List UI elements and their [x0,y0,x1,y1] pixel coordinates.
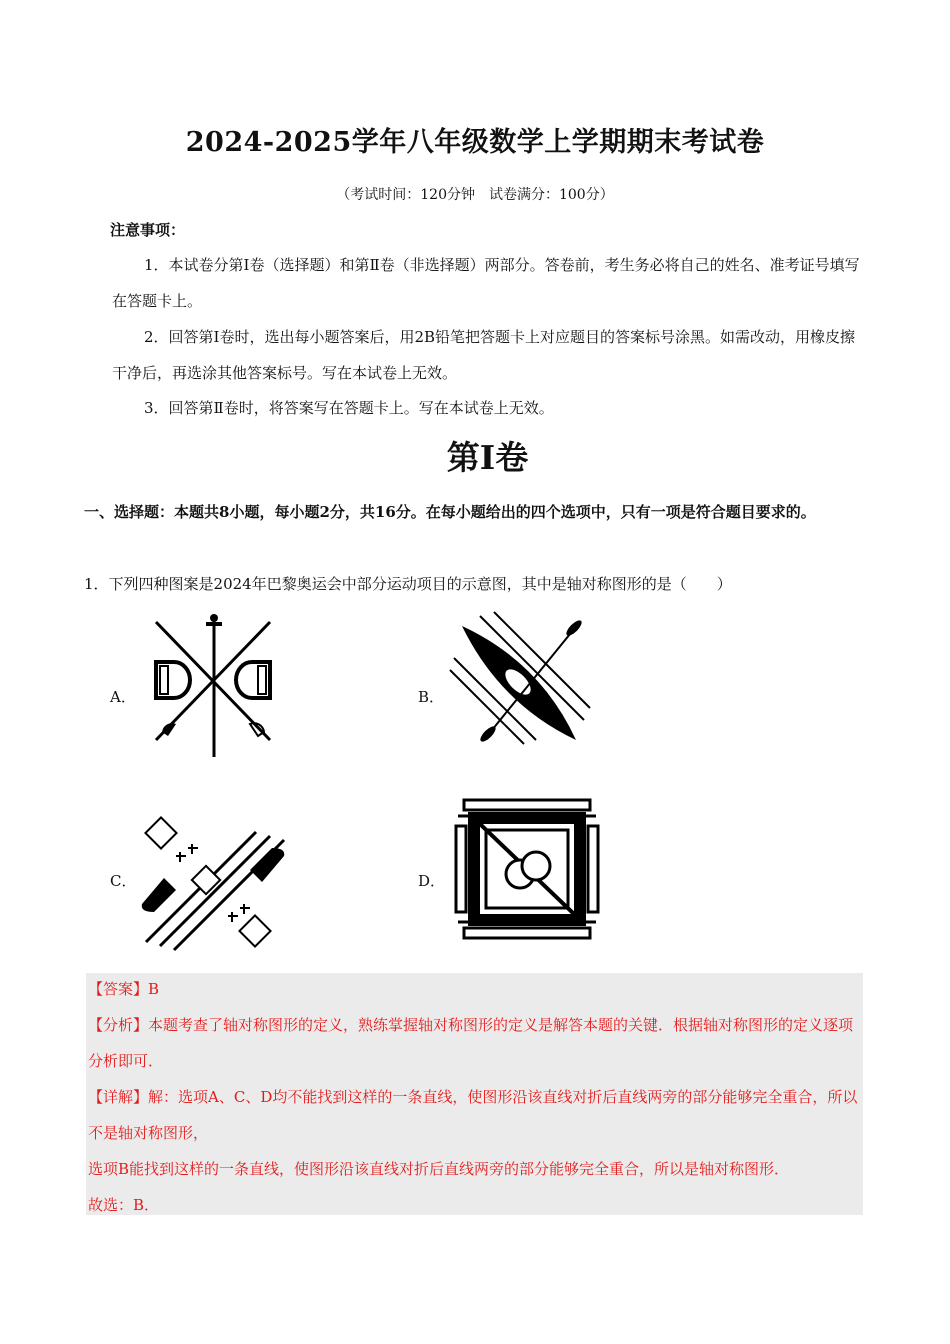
notice-item-1: 1．本试卷分第Ⅰ卷（选择题）和第Ⅱ卷（非选择题）两部分。答卷前，考生务必将自己的姓名、准考证号填写在答题卡上。 [112,256,860,310]
option-a-label: A． [110,688,136,706]
canoe-icon [450,612,590,752]
answer-value: B [148,980,160,998]
exam-info: （考试时间：120分钟 试卷满分：100分） [336,187,614,203]
answer-tag: 【答案】 [88,980,149,998]
analysis-text: 本题考查了轴对称图形的定义，熟练掌握轴对称图形的定义是解答本题的关键．根据轴对称图形的定义逐项分析即可． [88,1016,854,1070]
notice-item-2: 2．回答第Ⅰ卷时，选出每小题答案后，用2B铅笔把答题卡上对应题目的答案标号涂黑。如需改动，用橡皮擦干净后，再选涂其他答案标号。写在本试卷上无效。 [112,328,856,382]
analysis-line [88,1007,863,1079]
option-c-label: C． [110,872,137,890]
detail-text: 解：选项A、C、D均不能找到这样的一条直线，使图形沿该直线对折后直线两旁的部分能够完全重合，所以不是轴对称图形， [88,1088,858,1142]
answer-line [88,971,159,1007]
boxing-ring-icon [452,796,602,942]
detail-tag: 【详解】 [88,1088,149,1106]
option-d-label: D． [418,872,446,890]
fencing-icon [148,612,278,757]
detail-line [88,1079,863,1151]
page-title: 2024-2025学年八年级数学上学期期末考试卷 [185,127,765,158]
notice-item-3: 3．回答第Ⅱ卷时，将答案写在答题卡上。写在本试卷上无效。 [144,399,554,417]
section-heading: 一、选择题：本题共8小题，每小题2分，共16分。在每小题给出的四个选项中，只有一项是符合题目要求的。 [84,503,816,521]
notice-heading: 注意事项： [110,221,186,239]
badminton-icon [136,812,286,952]
conclusion-line: 故选：B． [88,1196,160,1214]
question-1-stem: 1．下列四种图案是2024年巴黎奥运会中部分运动项目的示意图，其中是轴对称图形的是（ ） [84,575,732,593]
volume-title: 第Ⅰ卷 [446,438,529,477]
analysis-tag: 【分析】 [88,1016,149,1034]
option-b-label: B． [418,688,445,706]
detail-line-2: 选项B能找到这样的一条直线，使图形沿该直线对折后直线两旁的部分能够完全重合，所以是轴对称图形． [88,1160,790,1178]
